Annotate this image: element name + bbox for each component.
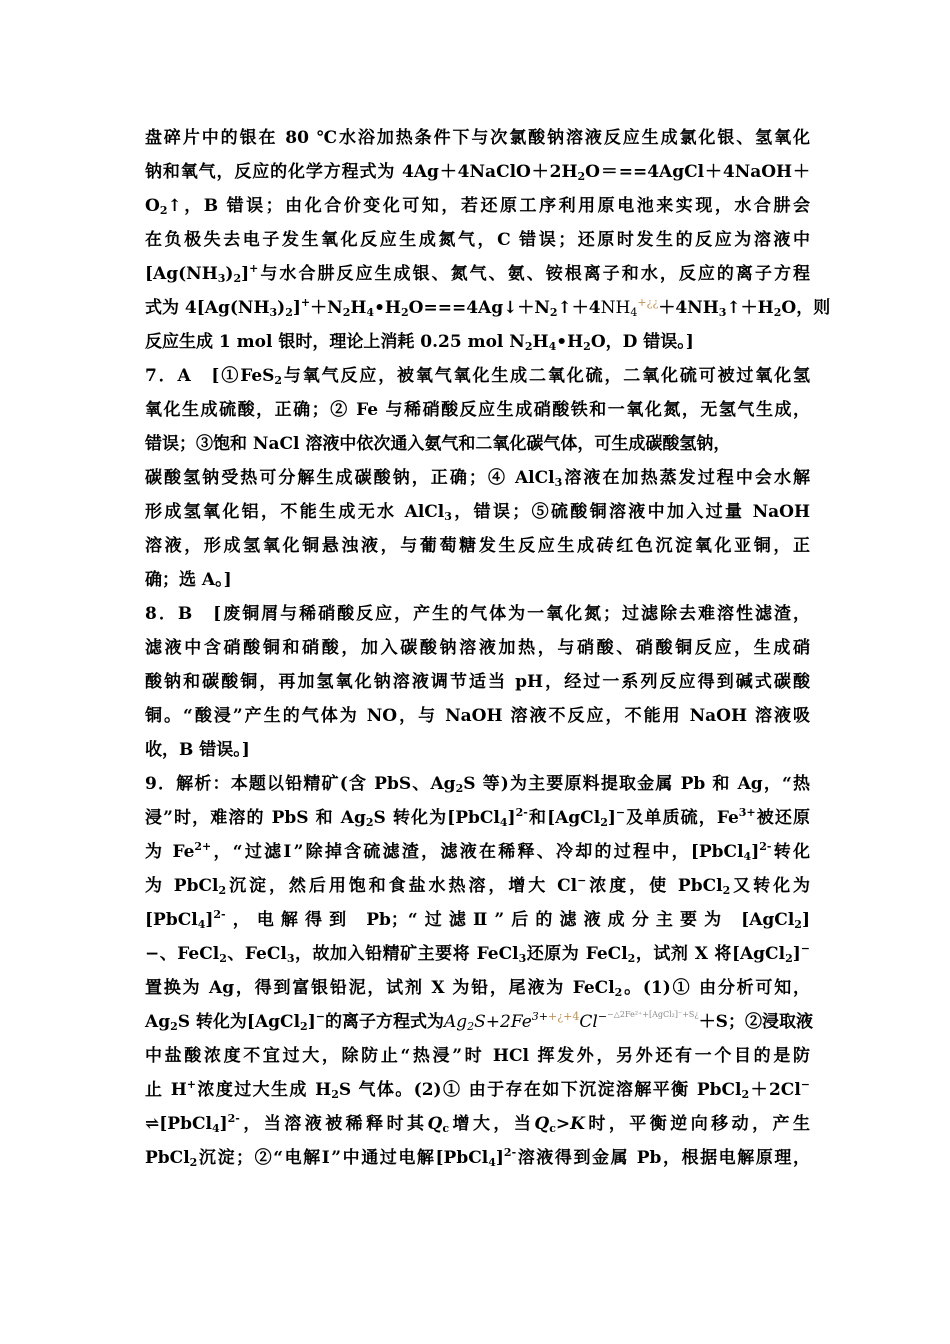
text-line: 为 $Fe^{2+}$，“过滤Ⅰ”除掉含硫滤渣，滤液在稀释、冷却的过程中，[PbCl$_4$]$^{2-}$转化 bbox=[145, 840, 811, 863]
text-line: 钠和氧气，反应的化学方程式为 $4Ag+4NaClO+2H_2O===4AgCl+4NaOH+$ bbox=[145, 162, 810, 183]
text-line: 氧化生成硫酸，正确；② Fe 与稀硝酸反应生成硝酸铁和一氧化氮，无氢气生成， bbox=[145, 400, 810, 420]
text-line: −、FeCl$_2$、FeCl$_3$，故加入铅精矿主要将 FeCl$_3$还原为 FeCl$_2$，试剂 X 将[AgCl$_2$]− bbox=[145, 942, 810, 965]
text-line: $Ag_2S$ 转化为[AgCl$_2$]−的离子方程式为$Ag_2S+2Fe^{3++¿+4}Cl^{--\triangle 2Fe^{2+}+[AgCl_2]^-+S¿}+S$；②浸取液 bbox=[145, 1010, 813, 1033]
text-line: 9．解析：本题以铅精矿(含 PbS、$Ag_2S$ 等)为主要原料提取金属 Pb 和 Ag，“热 bbox=[145, 774, 810, 795]
text-line: 浸”时，难溶的 PbS 和 $Ag_2S$ 转化为[PbCl$_4$]$^{2-}$和[AgCl$_2$]−及单质硫，$Fe^{3+}$被还原 bbox=[145, 806, 811, 829]
text-line: 收，B 错误。] bbox=[145, 740, 250, 760]
text-line: $O_2↑$，B 错误；由化合价变化可知，若还原工序利用原电池来实现，水合肼会 bbox=[145, 196, 810, 217]
text-line: 8．B [废铜屑与稀硝酸反应，产生的气体为一氧化氮；过滤除去难溶性滤渣， bbox=[145, 604, 810, 624]
text-line: 止 H+浓度过大生成 $H_2S$ 气体。(2)① 由于存在如下沉淀溶解平衡 PbCl$_2$＋2Cl− bbox=[145, 1078, 811, 1101]
text-line: 7．A [①FeS$_2$与氧气反应，被氧气氧化生成二氧化硫，二氧化硫可被过氧化氢 bbox=[145, 366, 810, 387]
text-line: 式为 $4[Ag(NH_3)_2]^++N_2H_4•H_2O===4Ag↓+N_2↑+4NH_4^{+¿¿}+4NH_3↑+H_2O$，则 bbox=[145, 296, 831, 319]
text-line: 酸钠和碳酸铜，再加氢氧化钠溶液调节适当 pH，经过一系列反应得到碱式碳酸 bbox=[145, 672, 810, 692]
text-line: 确；选 A。] bbox=[145, 570, 232, 590]
text-line: 置换为 Ag，得到富银铅泥，试剂 X 为铅，尾液为 FeCl$_2$。(1)① 由分析可知， bbox=[145, 978, 810, 999]
text-line: $[Ag(NH_3)_2]^+$与水合肼反应生成银、氮气、氨、铵根离子和水，反应的离子方程 bbox=[145, 262, 810, 285]
text-line: ⇌[PbCl$_4$]$^{2-}$，当溶液被稀释时其$Q_c$增大，当$Q_c>K$时，平衡逆向移动，产生 bbox=[145, 1112, 811, 1135]
text-line: PbCl$_2$沉淀；②“电解Ⅰ”中通过电解[PbCl$_4$]$^{2-}$溶液得到金属 Pb，根据电解原理， bbox=[145, 1146, 810, 1169]
text-line: 为 PbCl$_2$沉淀，然后用饱和食盐水热溶，增大 Cl−浓度，使 PbCl$_2$又转化为 bbox=[145, 874, 811, 897]
text-line: 碳酸氢钠受热可分解生成碳酸钠，正确；④ AlCl$_3$溶液在加热蒸发过程中会水解 bbox=[145, 468, 810, 489]
document-body bbox=[145, 121, 831, 1175]
text-line: 滤液中含硝酸铜和硝酸，加入碳酸钠溶液加热，与硝酸、硝酸铜反应，生成硝 bbox=[145, 638, 810, 658]
text-line: 反应生成 1 mol 银时，理论上消耗 0.25 mol $N_2H_4•H_2O$，D 错误。] bbox=[145, 332, 694, 353]
ionic-equation: $Ag_2S+2Fe^{3++¿+4}Cl^{--\triangle 2Fe^{2+}+[AgCl_2]^-+S¿}$ bbox=[443, 1010, 699, 1033]
text-line: 溶液，形成氢氧化铜悬浊液，与葡萄糖发生反应生成砖红色沉淀氧化亚铜，正 bbox=[145, 536, 810, 556]
text-line: 盘碎片中的银在 80 ℃水浴加热条件下与次氯酸钠溶液反应生成氯化银、氢氧化 bbox=[145, 128, 810, 148]
text-line: 铜。“酸浸”产生的气体为 NO，与 NaOH 溶液不反应，不能用 NaOH 溶液吸 bbox=[145, 706, 810, 726]
text-line: 中盐酸浓度不宜过大，除防止“热浸”时 HCl 挥发外，另外还有一个目的是防 bbox=[145, 1046, 810, 1066]
text-line: 形成氢氧化铝，不能生成无水 AlCl$_3$，错误；⑤硫酸铜溶液中加入过量 NaOH bbox=[145, 502, 811, 523]
text-line: [PbCl$_4$]$^{2-}$，电解得到 Pb；“过滤Ⅱ”后的滤液成分主要为 [AgCl$_2$] bbox=[145, 908, 810, 931]
text-line: 在负极失去电子发生氧化反应生成氮气，C 错误；还原时发生的反应为溶液中 bbox=[145, 230, 810, 250]
text-line: 错误；③饱和 NaCl 溶液中依次通入氨气和二氧化碳气体，可生成碳酸氢钠， bbox=[145, 434, 731, 454]
